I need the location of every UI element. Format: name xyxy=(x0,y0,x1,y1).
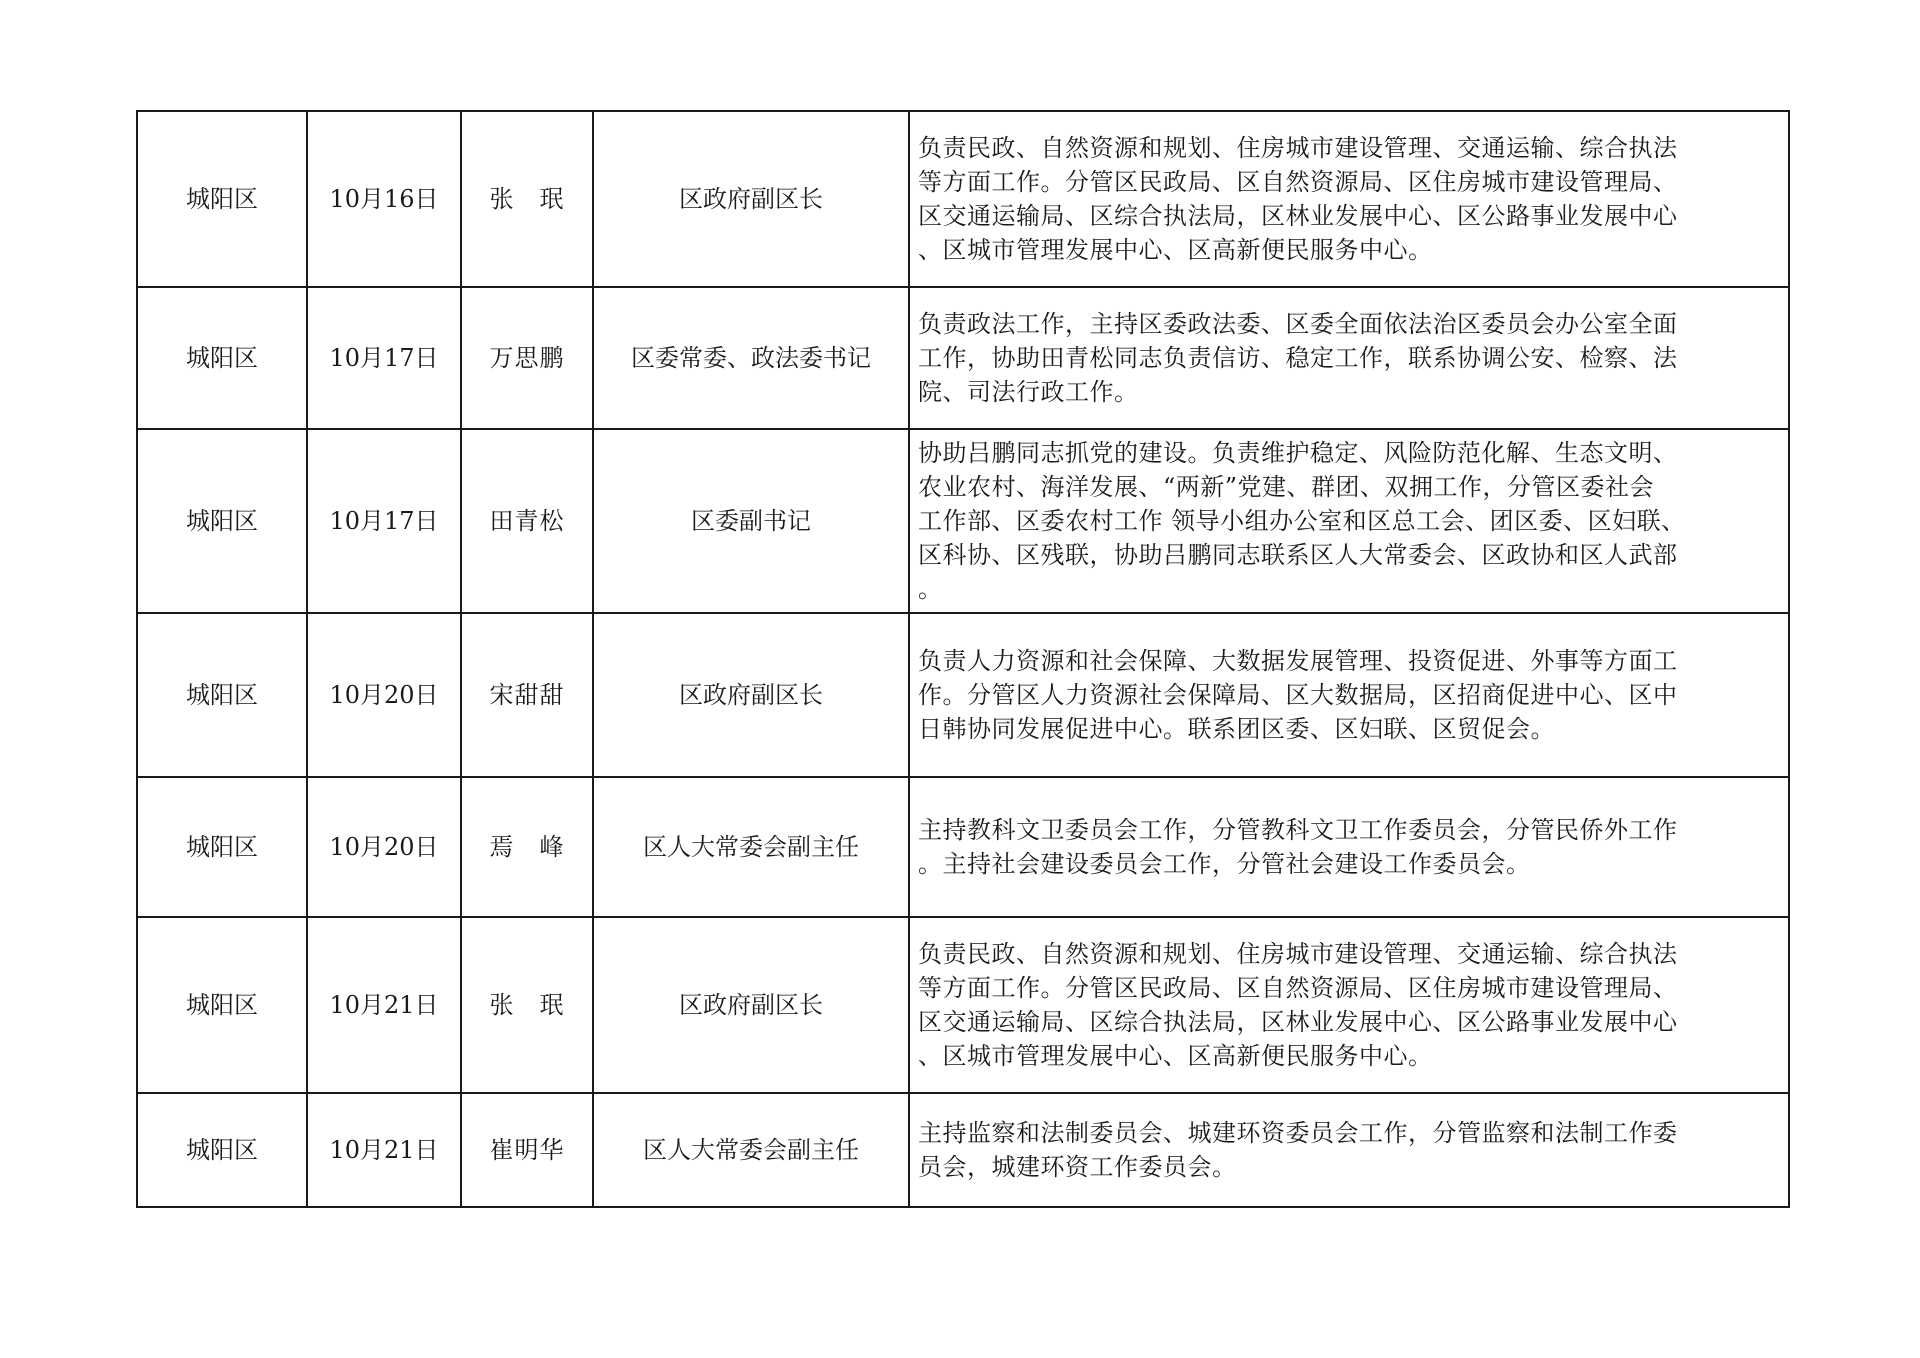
district-cell: 城阳区 xyxy=(137,777,307,917)
position-cell: 区政府副区长 xyxy=(593,613,909,777)
district-cell: 城阳区 xyxy=(137,111,307,287)
duty-line: 院、司法行政工作。 xyxy=(918,378,1139,406)
table-row xyxy=(137,111,1789,287)
position-cell: 区政府副区长 xyxy=(593,111,909,287)
name-cell: 张 珉 xyxy=(461,917,593,1093)
table-row xyxy=(137,777,1789,917)
duty-line: 。主持社会建设委员会工作，分管社会建设工作委员会。 xyxy=(918,850,1531,878)
duty-line: 员会，城建环资工作委员会。 xyxy=(918,1153,1237,1181)
duty-line: 区交通运输局、区综合执法局，区林业发展中心、区公路事业发展中心 xyxy=(918,202,1678,230)
duty-line: 负责民政、自然资源和规划、住房城市建设管理、交通运输、综合执法 xyxy=(918,940,1678,968)
date-cell: 10月17日 xyxy=(307,429,461,613)
date-cell: 10月21日 xyxy=(307,917,461,1093)
duty-line: 协助吕鹏同志抓党的建设。负责维护稳定、风险防范化解、生态文明、 xyxy=(918,439,1678,467)
position-cell: 区政府副区长 xyxy=(593,917,909,1093)
duty-line: 日韩协同发展促进中心。联系团区委、区妇联、区贸促会。 xyxy=(918,715,1555,743)
duty-line: 负责政法工作，主持区委政法委、区委全面依法治区委员会办公室全面 xyxy=(918,310,1678,338)
duty-cell xyxy=(909,429,1789,613)
name-cell: 宋甜甜 xyxy=(461,613,593,777)
duty-line: 、区城市管理发展中心、区高新便民服务中心。 xyxy=(918,236,1433,264)
duty-line: 工作，协助田青松同志负责信访、稳定工作，联系协调公安、检察、法 xyxy=(918,344,1678,372)
schedule-table xyxy=(136,110,1790,1208)
duty-line: 区科协、区残联，协助吕鹏同志联系区人大常委会、区政协和区人武部 xyxy=(918,541,1678,569)
position-cell: 区人大常委会副主任 xyxy=(593,1093,909,1207)
duty-line: 负责民政、自然资源和规划、住房城市建设管理、交通运输、综合执法 xyxy=(918,134,1678,162)
date-cell: 10月20日 xyxy=(307,613,461,777)
duty-line: 负责人力资源和社会保障、大数据发展管理、投资促进、外事等方面工 xyxy=(918,647,1678,675)
date-cell: 10月17日 xyxy=(307,287,461,429)
district-cell: 城阳区 xyxy=(137,917,307,1093)
duty-cell xyxy=(909,917,1789,1093)
table-row xyxy=(137,613,1789,777)
position-cell: 区委副书记 xyxy=(593,429,909,613)
duty-line: 等方面工作。分管区民政局、区自然资源局、区住房城市建设管理局、 xyxy=(918,168,1678,196)
duty-cell xyxy=(909,1093,1789,1207)
table-row xyxy=(137,429,1789,613)
duty-line: 农业农村、海洋发展、“两新”党建、群团、双拥工作，分管区委社会 xyxy=(918,473,1655,501)
duty-line: 作。分管区人力资源社会保障局、区大数据局，区招商促进中心、区中 xyxy=(918,681,1678,709)
duty-line: 主持教科文卫委员会工作，分管教科文卫工作委员会，分管民侨外工作 xyxy=(918,816,1678,844)
district-cell: 城阳区 xyxy=(137,429,307,613)
district-cell: 城阳区 xyxy=(137,287,307,429)
date-cell: 10月21日 xyxy=(307,1093,461,1207)
duty-cell xyxy=(909,111,1789,287)
district-cell: 城阳区 xyxy=(137,613,307,777)
duty-cell xyxy=(909,613,1789,777)
date-cell: 10月20日 xyxy=(307,777,461,917)
duty-cell xyxy=(909,287,1789,429)
table-row xyxy=(137,917,1789,1093)
duty-line: 等方面工作。分管区民政局、区自然资源局、区住房城市建设管理局、 xyxy=(918,974,1678,1002)
table-row xyxy=(137,1093,1789,1207)
table-row xyxy=(137,287,1789,429)
schedule-table-body xyxy=(137,111,1789,1207)
position-cell: 区人大常委会副主任 xyxy=(593,777,909,917)
name-cell: 崔明华 xyxy=(461,1093,593,1207)
duty-line: 。 xyxy=(918,575,943,603)
name-cell: 田青松 xyxy=(461,429,593,613)
name-cell: 张 珉 xyxy=(461,111,593,287)
district-cell: 城阳区 xyxy=(137,1093,307,1207)
date-cell: 10月16日 xyxy=(307,111,461,287)
duty-cell xyxy=(909,777,1789,917)
duty-line: 区交通运输局、区综合执法局，区林业发展中心、区公路事业发展中心 xyxy=(918,1008,1678,1036)
duty-line: 、区城市管理发展中心、区高新便民服务中心。 xyxy=(918,1042,1433,1070)
name-cell: 万思鹏 xyxy=(461,287,593,429)
duty-line: 主持监察和法制委员会、城建环资委员会工作，分管监察和法制工作委 xyxy=(918,1119,1678,1147)
position-cell: 区委常委、政法委书记 xyxy=(593,287,909,429)
name-cell: 焉 峰 xyxy=(461,777,593,917)
duty-line: 工作部、区委农村工作 领导小组办公室和区总工会、团区委、区妇联、 xyxy=(918,507,1686,535)
